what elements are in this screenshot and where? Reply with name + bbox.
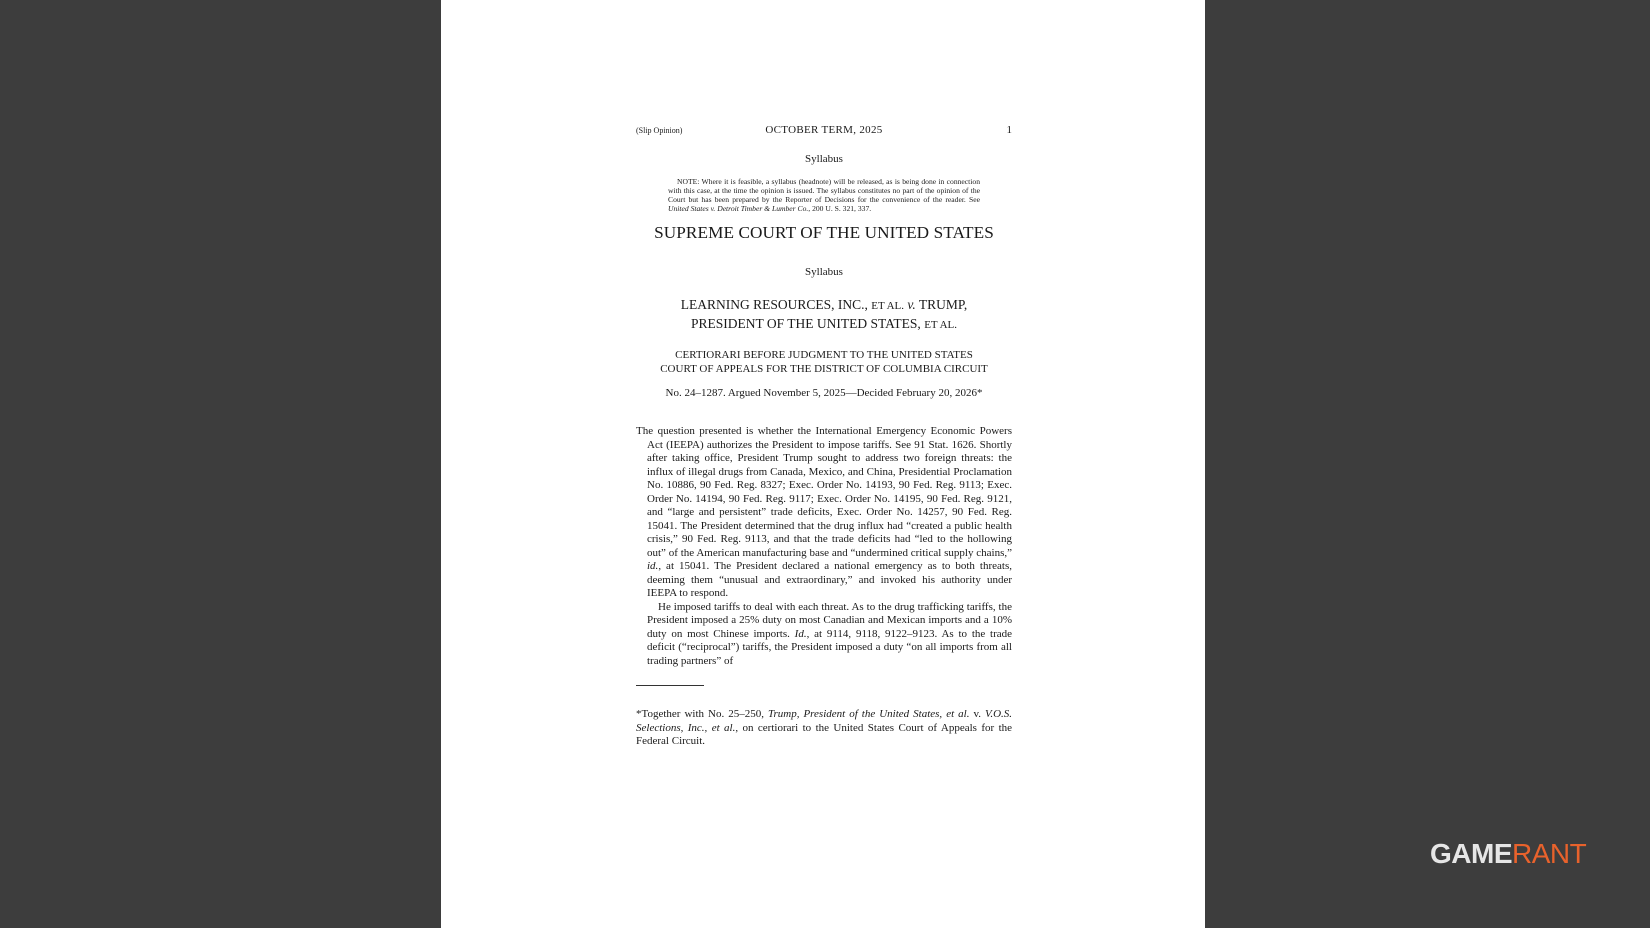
petitioner: LEARNING RESOURCES, INC., <box>680 297 868 312</box>
logo-rant: RANT <box>1512 838 1587 869</box>
page-content <box>636 124 1012 749</box>
paragraph-2-text: He imposed tariffs to deal with each threat. As to the drug trafficking tariffs, the President imposed a 25% duty on most Canadian and Mexican imports and a 10% duty on most Chinese imports. <box>647 600 1012 640</box>
document-page[interactable] <box>441 0 1205 928</box>
syllabus-body <box>636 425 1012 668</box>
case-title <box>636 296 1012 334</box>
petitioner-suffix: ET AL. <box>871 300 905 312</box>
versus: v. <box>907 297 916 312</box>
certiorari-line-1: CERTIORARI BEFORE JUDGMENT TO THE UNITED STATES <box>675 349 973 361</box>
paragraph-1-text: The question presented is whether the International Emergency Economic Powers Act (IEEPA) authorizes the President to impose tariffs. See 91 Stat. 1626. Shortly after taking office, President Trump sought to address two foreign threats: the influx of illegal drugs from Canada, Mexico, and China, Presidential Proclamation No. 10886, 90 Fed. Reg. 8327; Exec. Order No. 14193, 90 Fed. Reg. 9113; Exec. Order No. 14194, 90 Fed. Reg. 9117; Exec. Order No. 14195, 90 Fed. Reg. 9121, and “large and persistent” trade deficits, Exec. Order No. 14257, 90 Fed. Reg. 15041. The President determined that the drug influx had “created a public health crisis,” 90 Fed. Reg. 9113, and that the trade deficits had “led to the hollowing out” of the American manufacturing base and “undermined critical supply chains,” <box>636 425 1012 559</box>
gamerant-logo <box>1430 838 1586 870</box>
footnote-text-end: , on certiorari to the United States Court of Appeals for the Federal Circuit. <box>636 721 1013 747</box>
running-head <box>636 124 1012 140</box>
syllabus-heading: Syllabus <box>805 153 843 165</box>
respondent-suffix: ET AL. <box>924 319 957 331</box>
slip-opinion-label: (Slip Opinion) <box>636 126 683 135</box>
footnote-text: *Together with No. 25–250, <box>636 708 764 720</box>
syllabus-heading-2: Syllabus <box>805 266 843 278</box>
note-reporter: , 200 U. S. 321, 337. <box>808 204 872 213</box>
footnote-divider <box>636 685 704 686</box>
note-case-citation: United States v. Detroit Timber & Lumber Co. <box>668 204 809 213</box>
paragraph-2-id: Id. <box>794 627 807 640</box>
footnote-versus: v. <box>973 708 982 720</box>
logo-game: GAME <box>1430 838 1512 869</box>
footnote-case: Trump, President of the United States, et al. <box>767 708 970 720</box>
note-text: NOTE: Where it is feasible, a syllabus (headnote) will be released, as is being done in connection with this case, at the time the opinion is issued. The syllabus constitutes no part of the opinion of the Court but has been prepared by the Reporter of Decisions for the convenience of the reader. See <box>668 177 980 204</box>
paragraph-2-text-end: , at 9114, 9118, 9122–9123. As to the trade deficit (“reciprocal”) tariffs, the President imposed a duty “on all imports from all trading partners” of <box>647 627 1013 667</box>
body-paragraph-2 <box>636 601 1012 669</box>
body-paragraph-1 <box>636 425 1012 601</box>
page-number: 1 <box>1006 124 1012 136</box>
footnote <box>636 708 1012 749</box>
docket-line: No. 24–1287. Argued November 5, 2025—Decided February 20, 2026* <box>665 387 983 399</box>
certiorari-line-2: COURT OF APPEALS FOR THE DISTRICT OF COLUMBIA CIRCUIT <box>660 362 988 375</box>
respondent: TRUMP, <box>918 297 968 312</box>
paragraph-1-id: id. <box>647 560 659 572</box>
court-name: SUPREME COURT OF THE UNITED STATES <box>654 223 994 242</box>
paragraph-1-text-end: , at 15041. The President declared a national emergency as to both threats, deeming them “unusual and extraordinary,” and invoked his authority under IEEPA to respond. <box>647 560 1012 599</box>
term-label: OCTOBER TERM, 2025 <box>765 124 883 136</box>
certiorari-line <box>636 349 1012 376</box>
headnote-note <box>668 177 980 213</box>
respondent-title: PRESIDENT OF THE UNITED STATES, <box>691 316 921 331</box>
footnote-case-2: V.O.S. Selections, Inc., et al. <box>636 708 1013 734</box>
